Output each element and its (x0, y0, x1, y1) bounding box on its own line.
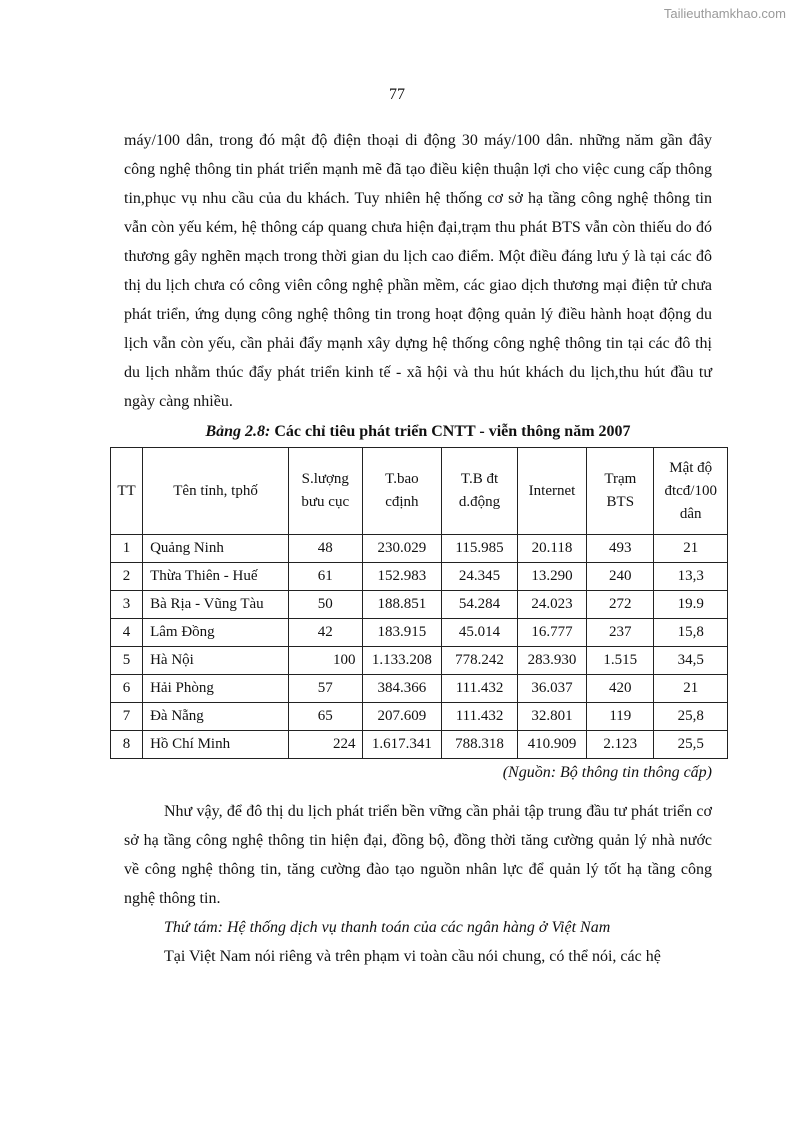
cell-bts: 493 (587, 535, 654, 563)
header-mobile-phones-line-2: d.động (458, 494, 501, 510)
cell-density: 15,8 (654, 619, 728, 647)
cell-province: Lâm Đồng (143, 619, 289, 647)
header-fixed-phones-line-2: cđịnh (385, 494, 419, 510)
cell-tt: 4 (111, 619, 143, 647)
header-post-offices (289, 448, 363, 535)
cell-post-offices: 50 (289, 591, 363, 619)
header-bts-line-1: Trạm (604, 471, 637, 487)
cell-mobile-phones: 778.242 (442, 647, 518, 675)
header-bts-line-2: BTS (606, 494, 635, 510)
cell-internet: 36.037 (517, 675, 586, 703)
header-post-offices-line-2: bưu cục (301, 494, 350, 510)
cell-province: Quảng Ninh (143, 535, 289, 563)
header-bts (587, 448, 654, 535)
cell-internet: 20.118 (517, 535, 586, 563)
body-paragraph-3: Tại Việt Nam nói riêng và trên phạm vi toàn cầu nói chung, có thể nói, các hệ (164, 948, 661, 965)
cell-internet: 13.290 (517, 563, 586, 591)
cell-internet: 16.777 (517, 619, 586, 647)
cell-province: Hải Phòng (143, 675, 289, 703)
cell-mobile-phones: 788.318 (442, 731, 518, 759)
cell-density: 21 (654, 675, 728, 703)
cell-mobile-phones: 45.014 (442, 619, 518, 647)
header-province-line: Tên tỉnh, tphố (173, 482, 258, 499)
cell-bts: 272 (587, 591, 654, 619)
table-row (111, 731, 728, 759)
cell-mobile-phones: 115.985 (442, 535, 518, 563)
cell-post-offices: 224 (289, 731, 363, 759)
body-paragraph-2: Như vậy, để đô thị du lịch phát triển bền vững cần phải tập trung đầu tư phát triển cơ sở hạ tầng công nghệ thông tin hiện đại, đồng bộ, đồng thời tăng cường quản lý nhà nước về công nghệ thông tin, tăng cường đào tạo nguồn nhân lực để quản lý tốt hạ tầng công nghệ thông tin. (124, 803, 712, 907)
cell-province: Hà Nội (143, 647, 289, 675)
section-subheading: Thứ tám: Hệ thống dịch vụ thanh toán của các ngân hàng ở Việt Nam (164, 919, 611, 936)
cell-internet: 32.801 (517, 703, 586, 731)
cell-post-offices: 65 (289, 703, 363, 731)
cell-fixed-phones: 230.029 (362, 535, 442, 563)
cell-internet: 283.930 (517, 647, 586, 675)
cell-bts: 420 (587, 675, 654, 703)
cell-tt: 1 (111, 535, 143, 563)
page-number: 77 (389, 86, 405, 103)
cell-density: 21 (654, 535, 728, 563)
cell-tt: 5 (111, 647, 143, 675)
cell-density: 25,8 (654, 703, 728, 731)
telecom-indicators-table (110, 447, 728, 759)
table-row (111, 535, 728, 563)
header-density-line-2: đtcđ/100 (664, 482, 717, 499)
header-density-line-3: dân (679, 505, 702, 522)
cell-fixed-phones: 384.366 (362, 675, 442, 703)
table-row (111, 675, 728, 703)
cell-fixed-phones: 188.851 (362, 591, 442, 619)
cell-post-offices: 100 (289, 647, 363, 675)
header-density-line-1: Mật độ (669, 459, 713, 476)
cell-fixed-phones: 183.915 (362, 619, 442, 647)
cell-province: Bà Rịa - Vũng Tàu (143, 591, 289, 619)
header-mobile-phones (442, 448, 518, 535)
cell-fixed-phones: 1.617.341 (362, 731, 442, 759)
cell-bts: 240 (587, 563, 654, 591)
cell-tt: 3 (111, 591, 143, 619)
table-row (111, 563, 728, 591)
body-paragraph-1: máy/100 dân, trong đó mật độ điện thoại di động 30 máy/100 dân. những năm gần đây công nghệ thông tin phát triển mạnh mẽ đã tạo điều kiện thuận lợi cho việc cung cấp thông tin,phục vụ nhu cầu của du khách. Tuy nhiên hệ thống cơ sở hạ tầng công nghệ thông tin vẫn còn yếu kém, hệ thông cáp quang chưa hiện đại,trạm thu phát BTS vẫn còn thiếu do đó thương gây nghẽn mạch trong thời gian du lịch cao điểm. Một điều đáng lưu ý là tại các đô thị du lịch chưa có công viên công nghệ phần mềm, các giao dịch thương mại điện tử chưa phát triển, ứng dụng công nghệ thông tin trong hoạt động quản lý điều hành hoạt động du lịch vẫn còn yếu, cần phải đẩy mạnh xây dựng hệ thống công nghệ thông tin tại các đô thị du lịch nhằm thúc đẩy phát triển kinh tế - xã hội và thu hút khách du lịch,thu hút đầu tư ngày càng nhiều. (124, 132, 712, 410)
cell-province: Thừa Thiên - Huế (143, 563, 289, 591)
cell-density: 34,5 (654, 647, 728, 675)
cell-bts: 1.515 (587, 647, 654, 675)
table-source-note: (Nguồn: Bộ thông tin thông cấp) (502, 764, 712, 781)
table-row (111, 591, 728, 619)
cell-tt: 6 (111, 675, 143, 703)
header-tt-line: TT (117, 482, 136, 499)
cell-tt: 2 (111, 563, 143, 591)
cell-post-offices: 57 (289, 675, 363, 703)
cell-mobile-phones: 111.432 (442, 675, 518, 703)
table-caption-lead: Bảng 2.8: (205, 423, 271, 440)
header-fixed-phones (362, 448, 442, 535)
cell-province: Hồ Chí Minh (143, 731, 289, 759)
cell-bts: 119 (587, 703, 654, 731)
table-caption (124, 421, 712, 443)
header-internet (517, 448, 586, 535)
table-row (111, 703, 728, 731)
header-density (654, 448, 728, 535)
cell-tt: 7 (111, 703, 143, 731)
table-row (111, 647, 728, 675)
cell-density: 19.9 (654, 591, 728, 619)
header-mobile-phones-line-1: T.B đt (460, 471, 499, 487)
watermark-text: Tailieuthamkhao.com (663, 6, 786, 21)
cell-internet: 410.909 (517, 731, 586, 759)
document-body (117, 126, 717, 971)
cell-internet: 24.023 (517, 591, 586, 619)
cell-fixed-phones: 152.983 (362, 563, 442, 591)
header-tt (111, 448, 143, 535)
cell-post-offices: 48 (289, 535, 363, 563)
cell-post-offices: 42 (289, 619, 363, 647)
cell-post-offices: 61 (289, 563, 363, 591)
header-post-offices-line-1: S.lượng (301, 471, 349, 487)
table-caption-title: Các chỉ tiêu phát triển CNTT - viễn thông năm 2007 (274, 423, 631, 440)
header-fixed-phones-line-1: T.bao (385, 471, 419, 487)
cell-bts: 237 (587, 619, 654, 647)
cell-density: 25,5 (654, 731, 728, 759)
cell-fixed-phones: 207.609 (362, 703, 442, 731)
table-header-row (111, 448, 728, 535)
cell-mobile-phones: 111.432 (442, 703, 518, 731)
cell-mobile-phones: 54.284 (442, 591, 518, 619)
cell-fixed-phones: 1.133.208 (362, 647, 442, 675)
cell-bts: 2.123 (587, 731, 654, 759)
cell-mobile-phones: 24.345 (442, 563, 518, 591)
table-row (111, 619, 728, 647)
header-province (143, 448, 289, 535)
cell-tt: 8 (111, 731, 143, 759)
cell-density: 13,3 (654, 563, 728, 591)
cell-province: Đà Nẵng (143, 703, 289, 731)
header-internet-line: Internet (528, 482, 576, 499)
